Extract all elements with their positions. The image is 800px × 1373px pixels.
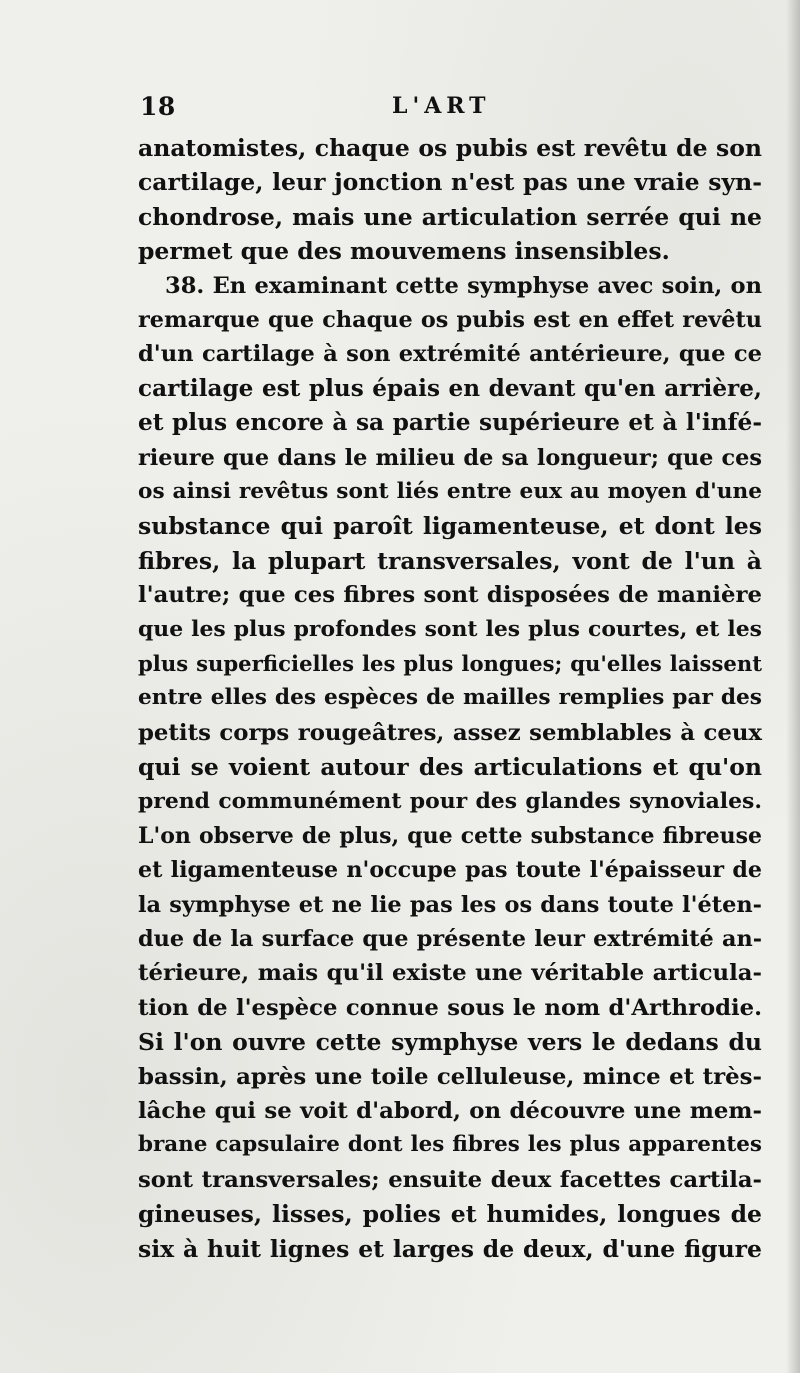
page-header — [140, 92, 760, 126]
text-line: chondrose, mais une articulation serrée qui ne — [138, 202, 762, 231]
running-title: L'ART — [392, 93, 491, 119]
text-line: cartilage est plus épais en devant qu'en arrière, — [138, 374, 762, 402]
text-line: térieure, mais qu'il existe une véritable articula- — [138, 960, 762, 987]
text-line: brane capsulaire dont les fibres les plus apparentes — [138, 1132, 762, 1158]
text-line: qui se voient autour des articulations et qu'on — [138, 753, 762, 782]
text-line: L'on observe de plus, que cette substance fibreuse — [138, 822, 762, 849]
text-line: et plus encore à sa partie supérieure et à l'infé- — [138, 409, 762, 437]
text-line: substance qui paroît ligamenteuse, et dont les — [138, 512, 762, 541]
text-line: bassin, après une toile celluleuse, mince et très- — [138, 1063, 762, 1090]
body-text — [138, 131, 762, 1266]
text-line: l'autre; que ces fibres sont disposées de manière — [138, 582, 762, 609]
text-line: gineuses, lisses, polies et humides, longues de — [138, 1200, 762, 1229]
text-line: la symphyse et ne lie pas les os dans toute l'éten- — [138, 891, 762, 918]
text-line: Si l'on ouvre cette symphyse vers le dedans du — [138, 1028, 762, 1057]
text-line: os ainsi revêtus sont liés entre eux au moyen d'une — [138, 478, 762, 504]
text-line: petits corps rougeâtres, assez semblables à ceux — [138, 719, 762, 746]
text-line: tion de l'espèce connue sous le nom d'Arthrodie. — [138, 994, 762, 1021]
text-line: permet que des mouvemens insensibles. — [138, 237, 670, 266]
text-line: sont transversales; ensuite deux facettes cartila- — [138, 1166, 762, 1193]
text-line: fibres, la plupart transversales, vont de l'un à — [138, 546, 762, 575]
text-line: cartilage, leur jonction n'est pas une vraie syn- — [138, 168, 762, 197]
text-line: six à huit lignes et larges de deux, d'une figure — [138, 1234, 762, 1263]
text-line: entre elles des espèces de mailles remplies par des — [138, 685, 762, 711]
text-line: lâche qui se voit d'abord, on découvre une mem- — [138, 1097, 762, 1124]
text-line: prend communément pour des glandes synoviales. — [138, 788, 762, 815]
text-line: et ligamenteuse n'occupe pas toute l'épaisseur de — [138, 857, 762, 884]
page-edge-shadow — [786, 0, 800, 1373]
text-line: que les plus profondes sont les plus courtes, et les — [138, 616, 762, 643]
text-line: remarque que chaque os pubis est en effet revêtu — [138, 306, 762, 333]
text-line: plus superficielles les plus longues; qu'elles laissent — [138, 650, 762, 676]
text-line: anatomistes, chaque os pubis est revêtu de son — [138, 134, 762, 162]
page-number: 18 — [140, 92, 176, 121]
text-line: d'un cartilage à son extrémité antérieure, que ce — [138, 341, 762, 368]
text-line: due de la surface que présente leur extrémité an- — [138, 925, 762, 952]
paragraph-start-line: 38. En examinant cette symphyse avec soin, on — [165, 272, 762, 299]
text-line: rieure que dans le milieu de sa longueur; que ces — [138, 444, 762, 471]
